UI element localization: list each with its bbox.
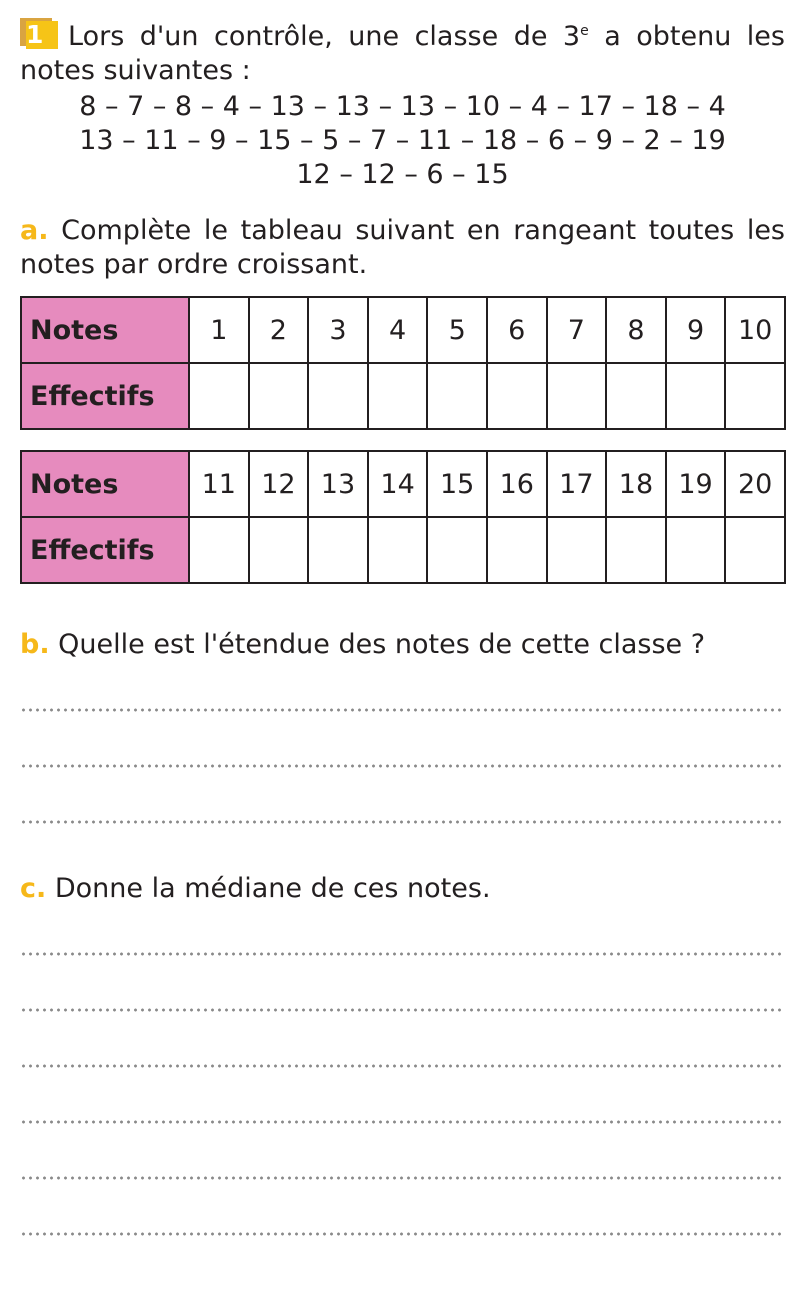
- note-cell: 1: [189, 297, 249, 363]
- effectif-cell[interactable]: [725, 517, 785, 583]
- grades-line-1: 8 – 7 – 8 – 4 – 13 – 13 – 13 – 10 – 4 – 17 – 18 – 4: [79, 91, 726, 122]
- row-label-notes: Notes: [21, 297, 189, 363]
- effectif-cell[interactable]: [249, 517, 309, 583]
- answer-line-c-3[interactable]: [20, 1064, 782, 1068]
- question-a-letter: a.: [20, 215, 49, 246]
- effectif-cell[interactable]: [427, 517, 487, 583]
- note-cell: 16: [487, 451, 547, 517]
- note-cell: 7: [547, 297, 607, 363]
- table-row-effectifs: [21, 517, 785, 583]
- note-cell: 20: [725, 451, 785, 517]
- note-cell: 19: [666, 451, 726, 517]
- answer-line-b-2[interactable]: [20, 764, 782, 768]
- effectif-cell[interactable]: [368, 363, 428, 429]
- note-cell: 12: [249, 451, 309, 517]
- note-cell: 5: [427, 297, 487, 363]
- question-c: [20, 872, 785, 906]
- note-cell: 18: [606, 451, 666, 517]
- effectif-cell[interactable]: [725, 363, 785, 429]
- grades-table-1: [20, 296, 786, 430]
- effectif-cell[interactable]: [368, 517, 428, 583]
- intro-text-start: Lors d'un contrôle, une classe de 3: [68, 21, 581, 52]
- grades-line-3: 12 – 12 – 6 – 15: [296, 159, 509, 190]
- note-cell: 11: [189, 451, 249, 517]
- answer-line-c-4[interactable]: [20, 1120, 782, 1124]
- effectif-cell[interactable]: [308, 363, 368, 429]
- effectif-cell[interactable]: [308, 517, 368, 583]
- question-b-text: Quelle est l'étendue des notes de cette classe ?: [49, 629, 706, 660]
- effectif-cell[interactable]: [606, 517, 666, 583]
- intro-superscript: e: [580, 23, 589, 39]
- grades-line-2: 13 – 11 – 9 – 15 – 5 – 7 – 11 – 18 – 6 – 9 – 2 – 19: [79, 125, 726, 156]
- effectif-cell[interactable]: [427, 363, 487, 429]
- note-cell: 14: [368, 451, 428, 517]
- answer-line-c-2[interactable]: [20, 1008, 782, 1012]
- table-row-notes: [21, 451, 785, 517]
- note-cell: 10: [725, 297, 785, 363]
- effectif-cell[interactable]: [666, 517, 726, 583]
- exercise-number: 1: [26, 21, 58, 49]
- effectif-cell[interactable]: [547, 517, 607, 583]
- effectif-cell[interactable]: [547, 363, 607, 429]
- answer-line-b-1[interactable]: [20, 708, 782, 712]
- note-cell: 2: [249, 297, 309, 363]
- intro-text-end: a obtenu les notes suivantes :: [20, 21, 785, 86]
- note-cell: 17: [547, 451, 607, 517]
- effectif-cell[interactable]: [606, 363, 666, 429]
- note-cell: 8: [606, 297, 666, 363]
- row-label-effectifs: Effectifs: [21, 363, 189, 429]
- note-cell: 6: [487, 297, 547, 363]
- grades-list: [20, 90, 785, 192]
- question-c-text: Donne la médiane de ces notes.: [46, 873, 491, 904]
- worksheet: [20, 14, 785, 1236]
- answer-line-c-6[interactable]: [20, 1232, 782, 1236]
- effectif-cell[interactable]: [487, 363, 547, 429]
- effectif-cell[interactable]: [666, 363, 726, 429]
- exercise-intro: [20, 14, 785, 88]
- note-cell: 4: [368, 297, 428, 363]
- effectif-cell[interactable]: [249, 363, 309, 429]
- question-c-letter: c.: [20, 873, 47, 904]
- note-cell: 15: [427, 451, 487, 517]
- exercise-number-badge: [20, 18, 58, 48]
- row-label-effectifs: Effectifs: [21, 517, 189, 583]
- question-b: [20, 628, 785, 662]
- question-a-text: Complète le tableau suivant en rangeant toutes les notes par ordre croissant.: [20, 215, 785, 280]
- table-row-notes: [21, 297, 785, 363]
- effectif-cell[interactable]: [487, 517, 547, 583]
- answer-line-c-1[interactable]: [20, 952, 782, 956]
- answer-line-b-3[interactable]: [20, 820, 782, 824]
- grades-table-2: [20, 450, 786, 584]
- note-cell: 9: [666, 297, 726, 363]
- question-b-letter: b.: [20, 629, 50, 660]
- note-cell: 13: [308, 451, 368, 517]
- table-row-effectifs: [21, 363, 785, 429]
- effectif-cell[interactable]: [189, 517, 249, 583]
- note-cell: 3: [308, 297, 368, 363]
- answer-line-c-5[interactable]: [20, 1176, 782, 1180]
- question-a: [20, 214, 785, 282]
- effectif-cell[interactable]: [189, 363, 249, 429]
- row-label-notes: Notes: [21, 451, 189, 517]
